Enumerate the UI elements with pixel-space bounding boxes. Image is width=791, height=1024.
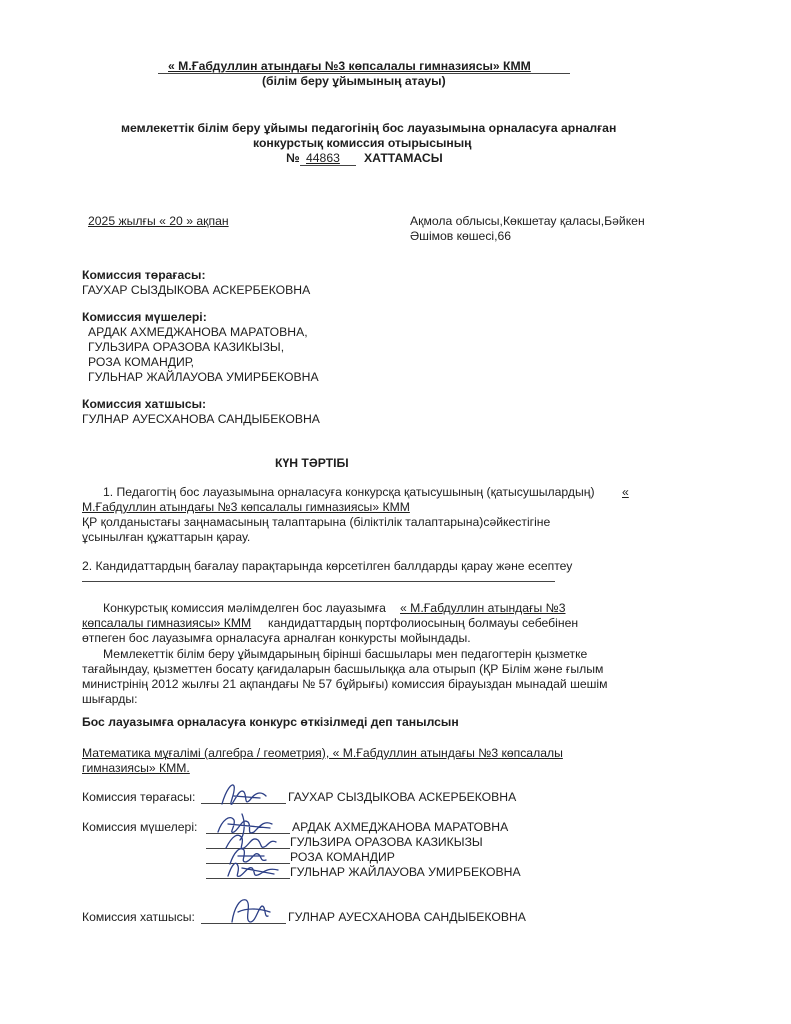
- commission-member: ГУЛЬЗИРА ОРАЗОВА КАЗИКЫЗЫ,: [88, 340, 285, 354]
- protocol-title-line1: мемлекеттік білім беру ұйымы педагогінің бос лауазымына орналасуға арналған: [121, 121, 617, 135]
- agenda-item-1-organization-start: «: [622, 485, 629, 499]
- protocol-date: 2025 жылғы « 20 » ақпан: [88, 214, 229, 228]
- signature-chair-label: Комиссия төрағасы:: [82, 790, 196, 804]
- protocol-title-word: ХАТТАМАСЫ: [364, 151, 443, 165]
- finding-paragraph-organization-cont: көпсалалы гимназиясы» КММ: [82, 616, 252, 630]
- commission-chair-name: ГАУХАР СЫЗДЫКОВА АСКЕРБЕКОВНА: [82, 283, 311, 297]
- commission-member: ГУЛЬНАР ЖАЙЛАУОВА УМИРБЕКОВНА: [88, 370, 319, 384]
- decision-statement: Бос лауазымға орналасуға конкурс өткізілмеді деп танылсын: [82, 715, 459, 729]
- commission-secretary-label: Комиссия хатшысы:: [82, 397, 207, 411]
- position-line2: гимназиясы» КММ.: [82, 761, 190, 775]
- protocol-number-underline: [300, 165, 356, 166]
- signature-member-name: ГУЛЬНАР ЖАЙЛАУОВА УМИРБЕКОВНА: [290, 865, 521, 879]
- commission-member: РОЗА КОМАНДИР,: [88, 355, 194, 369]
- agenda-item-1: 1. Педагогтің бос лауазымына орналасуға конкурсқа қатысушының (қатысушылардың): [103, 485, 595, 499]
- decision-basis-line2: тағайындау, қызметтен босату қағидаларын басшылыққа ала отырып (ҚР Білім және ғылым: [82, 662, 604, 676]
- commission-members-label: Комиссия мүшелері:: [82, 310, 207, 324]
- signature-members-label: Комиссия мүшелері:: [82, 820, 198, 834]
- agenda-heading: КҮН ТӘРТІБІ: [275, 456, 349, 470]
- protocol-number: 44863: [306, 151, 340, 165]
- decision-basis-line4: шығарды:: [82, 692, 138, 706]
- signature-chair-name: ГАУХАР СЫЗДЫКОВА АСКЕРБЕКОВНА: [288, 790, 517, 804]
- finding-paragraph-line2b: кандидаттардың портфолиосының болмауы себебінен: [268, 616, 579, 630]
- agenda-item-1-organization: М.Ғабдуллин атындағы №3 көпсалалы гимназиясы» КММ: [82, 500, 410, 514]
- protocol-place-line1: Ақмола облысы,Көкшетау қаласы,Бәйкен: [410, 214, 645, 228]
- signature-secretary-mark: [222, 892, 278, 930]
- agenda-item-1-line4: ұсынылған құжаттарын қарау.: [82, 530, 251, 544]
- protocol-title-line2: конкурстық комиссия отырысының: [253, 136, 472, 150]
- agenda-item-1-line3: ҚР қолданыстағы заңнамасының талаптарына (біліктілік талаптарына)сәйкестігіне: [82, 515, 551, 529]
- signature-secretary-name: ГУЛНАР АУЕСХАНОВА САНДЫБЕКОВНА: [288, 910, 526, 924]
- agenda-item-2: 2. Кандидаттардың бағалау парақтарында көрсетілген баллдарды қарау және есептеу: [82, 559, 573, 573]
- finding-paragraph-organization: « М.Ғабдуллин атындағы №3: [400, 601, 566, 615]
- signature-member-name: РОЗА КОМАНДИР: [290, 850, 395, 864]
- protocol-number-label: №: [286, 151, 300, 165]
- decision-basis-line3: министрінің 2012 жылғы 21 ақпандағы № 57 бұйрығы) комиссия бірауыздан мынадай шешім: [82, 677, 608, 691]
- commission-secretary-name: ГУЛНАР АУЕСХАНОВА САНДЫБЕКОВНА: [82, 412, 320, 426]
- finding-paragraph-line3: өтпеген бос лауазымға орналасуға арналған конкурсты мойындады.: [82, 631, 471, 645]
- signature-member-mark: [222, 854, 282, 884]
- finding-paragraph-line1a: Конкурстық комиссия мәлімделген бос лауазымға: [103, 601, 386, 615]
- decision-basis-line1: Мемлекеттік білім беру ұйымдарының бірінші басшылары мен педагогтерін қызметке: [103, 647, 588, 661]
- agenda-item-2-rule: [82, 581, 555, 582]
- position-line1: Математика мұғалімі (алгебра / геометрия), « М.Ғабдуллин атындағы №3 көпсалалы: [82, 746, 563, 760]
- signature-member-name: ГУЛЬЗИРА ОРАЗОВА КАЗИКЫЗЫ: [290, 835, 483, 849]
- signature-secretary-label: Комиссия хатшысы:: [82, 910, 195, 924]
- signature-member-name: АРДАК АХМЕДЖАНОВА МАРАТОВНА: [292, 820, 509, 834]
- organization-name: « М.Ғабдуллин атындағы №3 көпсалалы гимназиясы» КММ: [168, 59, 531, 73]
- commission-chair-label: Комиссия төрағасы:: [82, 268, 206, 282]
- protocol-place-line2: Әшімов көшесі,66: [410, 229, 512, 243]
- commission-member: АРДАК АХМЕДЖАНОВА МАРАТОВНА,: [88, 325, 308, 339]
- organization-caption: (білім беру ұйымының атауы): [262, 74, 446, 88]
